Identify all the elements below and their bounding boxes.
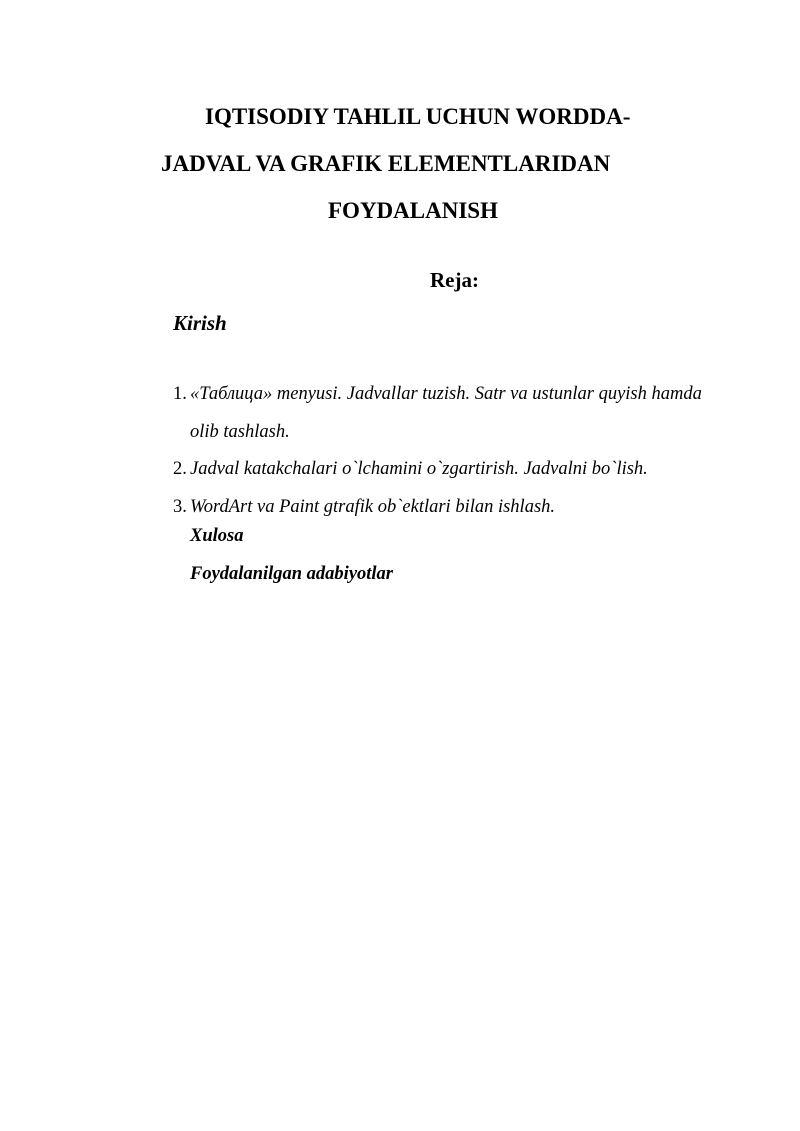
document-title-line-3: FOYDALANISH <box>328 198 498 223</box>
plan-list-item-3 <box>173 489 733 527</box>
intro-heading: Kirish <box>173 311 227 335</box>
plan-list-number: 2. <box>173 459 187 479</box>
plan-list-item-2 <box>173 451 733 489</box>
plan-list-text: «Таблица» menyusi. Jadvallar tuzish. Satr va ustunlar quyish hamda olib tashlash. <box>190 384 702 442</box>
plan-heading: Reja: <box>430 268 479 292</box>
plan-list-number: 3. <box>173 496 187 517</box>
document-title-line-1: IQTISODIY TAHLIL UCHUN WORDDA- <box>205 104 631 129</box>
conclusion-heading: Xulosa <box>190 526 244 546</box>
plan-list-item-1 <box>173 376 733 451</box>
plan-list-text: WordArt va Paint gtrafik ob`ektlari bilan ishlash. <box>190 496 556 517</box>
document-title-line-2: JADVAL VA GRAFIK ELEMENTLARIDAN <box>161 151 611 176</box>
plan-list-number: 1. <box>173 384 187 404</box>
plan-list-text: Jadval katakchalari o`lchamini o`zgartirish. Jadvalni bo`lish. <box>190 459 648 479</box>
references-heading: Foydalanilgan adabiyotlar <box>190 564 394 584</box>
plan-list <box>173 376 733 526</box>
